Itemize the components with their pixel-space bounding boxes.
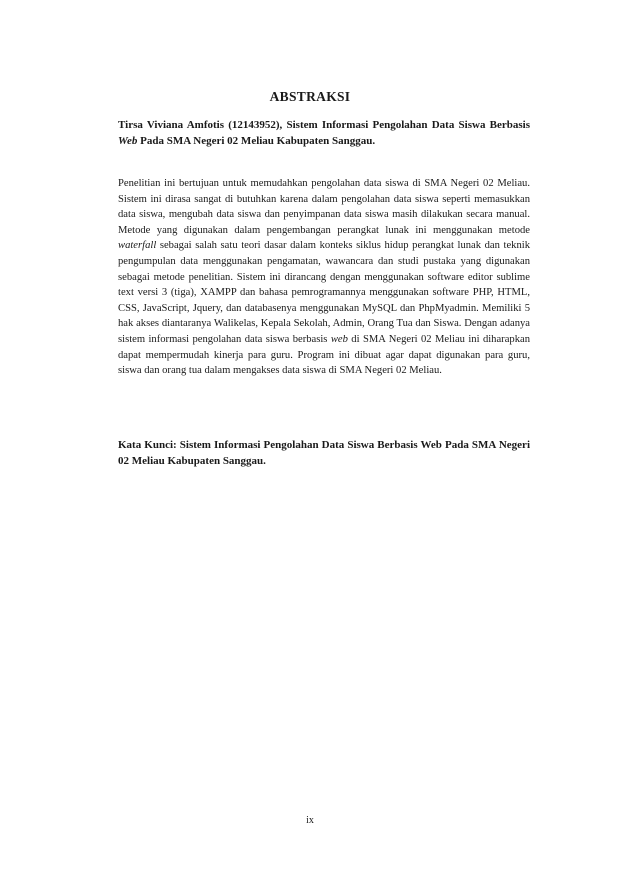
abstract-part-2: sebagai salah satu teori dasar dalam konteks siklus hidup perangkat lunak dan teknik pengumpulan data menggunakan pengamatan, wawancara dan studi pustaka yang digunakan sebagai metode penelitian. Sistem ini dirancang dengan menggunakan software editor sublime text versi 3 (tiga), XAMPP dan bahasa pemrogramannya menggunakan software PHP, HTML, CSS, JavaScript, Jquery, dan databasenya menggunakan MySQL dan PhpMyadmin. Memiliki 5 hak akses diantaranya Walikelas, Kepala Sekolah, Admin, Orang Tua dan Siswa. Dengan adanya sistem informasi pengolahan data siswa berbasis	[118, 240, 530, 345]
page-number: ix	[306, 815, 314, 826]
abstract-italic-waterfall: waterfall	[118, 240, 157, 252]
abstract-italic-web: web	[330, 333, 348, 345]
header-rest-text: Pada SMA Negeri 02 Meliau Kabupaten Sanggau.	[137, 135, 376, 147]
author-text: Tirsa Viviana Amfotis (12143952), Sistem Informasi Pengolahan Data Siswa Berbasis	[118, 119, 530, 131]
author-title-line	[118, 117, 530, 149]
abstract-part-1: Penelitian ini bertujuan untuk memudahkan pengolahan data siswa di SMA Negeri 02 Meliau. Sistem ini dirasa sangat di butuhkan karena dalam pengolahan data siswa seperti memasukkan data siswa, mengubah data siswa dan penyimpanan data siswa masih dilakukan secara manual. Metode yang digunakan dalam pengembangan perangkat lunak ini menggunakan metode	[118, 178, 530, 236]
page-title: ABSTRAKSI	[269, 89, 351, 104]
abstract-part-3: di SMA Negeri 02 Meliau ini diharapkan dapat mempermudah kinerja para guru. Program ini dibuat agar dapat digunakan para guru, siswa dan orang tua dalam mengakses data siswa di SMA Negeri 02 Meliau.	[118, 333, 531, 377]
italic-web-word: Web	[118, 135, 138, 147]
keywords-paragraph: Kata Kunci: Sistem Informasi Pengolahan Data Siswa Berbasis Web Pada SMA Negeri 02 Meliau Kabupaten Sanggau.	[118, 439, 530, 467]
abstract-paragraph	[118, 176, 530, 379]
